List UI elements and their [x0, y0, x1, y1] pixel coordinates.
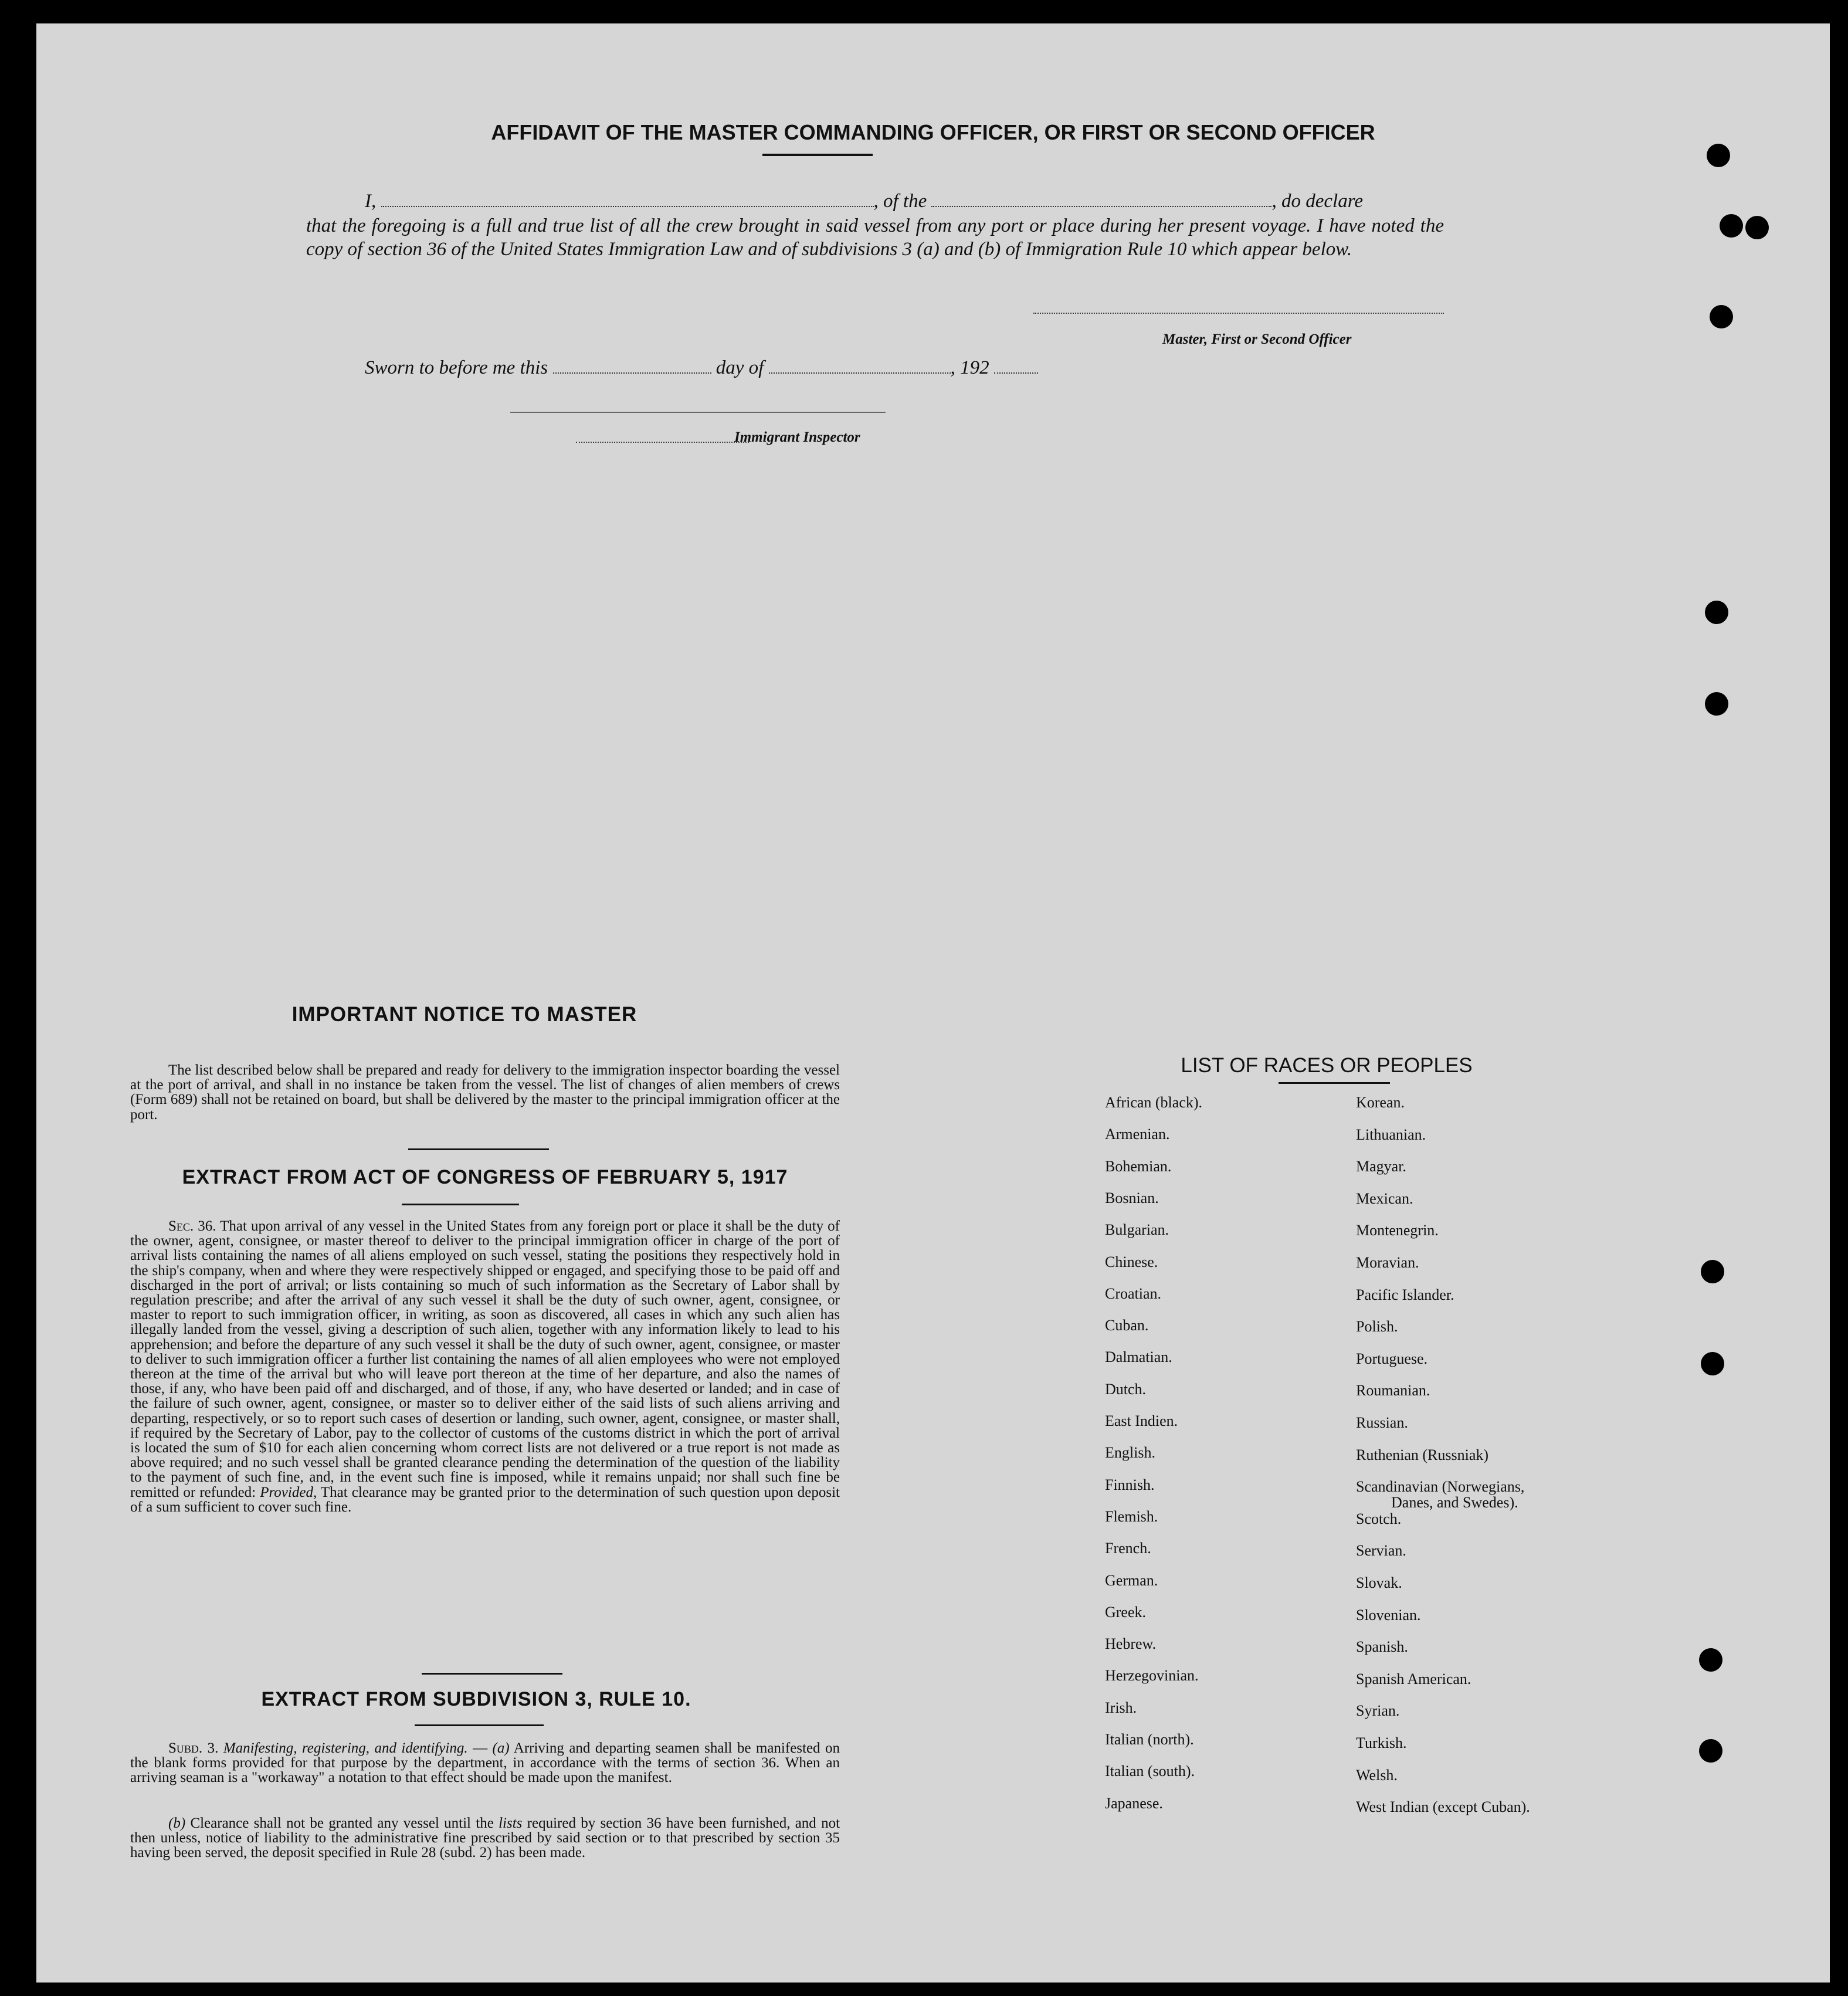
race-item: Magyar. [1356, 1158, 1406, 1175]
race-item: Lithuanian. [1356, 1126, 1426, 1143]
declaration-line [365, 187, 1363, 212]
race-item: Bulgarian. [1105, 1221, 1169, 1239]
part-a-text: Arriving and departing seamen shall be manifested on the blank forms provided for that purpose by the department, in accordance with the terms of section 36. When an arriving seaman is a "workaway" a notation to that effect should be made upon the manifest. [130, 1740, 840, 1786]
binder-hole [1699, 1648, 1722, 1672]
race-item: Polish. [1356, 1318, 1398, 1336]
race-item: West Indian (except Cuban). [1356, 1798, 1530, 1816]
notice-body: The list described below shall be prepared and ready for delivery to the immigration inspector boarding the vessel at the port of arrival, and shall in no instance be taken from the vessel. The list of changes of alien members of crews (Form 689) shall not be retained on board, but shall be delivered by the master to the principal immigration officer at the port. [130, 1062, 840, 1123]
race-item: Herzegovinian. [1105, 1667, 1199, 1685]
race-item: Welsh. [1356, 1766, 1398, 1784]
act-rule [402, 1204, 519, 1205]
sworn-day-blank [553, 353, 711, 374]
binder-hole [1705, 601, 1728, 624]
act-heading: EXTRACT FROM ACT OF CONGRESS OF FEBRUARY 5, 1917 [182, 1166, 788, 1188]
race-item: Croatian. [1105, 1285, 1162, 1302]
race-item: Dalmatian. [1105, 1348, 1172, 1366]
part-b-text-1: Clearance shall not be granted any vessel until the [190, 1815, 494, 1831]
races-rule [1279, 1082, 1390, 1084]
inspector-dots [576, 442, 749, 443]
sworn-label: Sworn to before me this [365, 357, 548, 378]
race-item: Spanish. [1356, 1638, 1408, 1656]
year-blank [994, 353, 1038, 374]
race-item: Moravian. [1356, 1254, 1419, 1271]
year-label: , 192 [950, 357, 989, 378]
rule-subd-a: Subd. 3. Manifesting, registering, and identifying. — (a) Arriving and departing seamen shall be manifested on the blank forms provided for that purpose by the department, in accordance with the terms of section 36. When an arriving seaman is a "workaway" a notation to that effect should be made upon the manifest. [130, 1740, 840, 1786]
sworn-line [365, 353, 1038, 379]
affidavit-heading: AFFIDAVIT OF THE MASTER COMMANDING OFFICER, OR FIRST OR SECOND OFFICER [491, 120, 1375, 144]
affidavit-body: that the foregoing is a full and true list of all the crew brought in said vessel from any port or place during her present voyage. I have noted the copy of section 36 of the United States Immigration Law and of subdivisions 3 (a) and (b) of Immigration Rule 10 which appear below. [306, 215, 1444, 260]
declaration-declare-label: , do declare [1271, 191, 1363, 212]
race-item: Hebrew. [1105, 1635, 1157, 1653]
race-item: Italian (south). [1105, 1763, 1195, 1780]
race-item: Syrian. [1356, 1702, 1400, 1720]
race-item: Bosnian. [1105, 1189, 1159, 1207]
race-item: Portuguese. [1356, 1350, 1428, 1367]
race-item: Greek. [1105, 1603, 1147, 1621]
race-item: Armenian. [1105, 1126, 1170, 1143]
subd-label: Subd. 3. [168, 1740, 219, 1756]
race-item: Slovak. [1356, 1574, 1402, 1591]
document-sheet [36, 23, 1830, 1983]
race-item: Finnish. [1105, 1476, 1155, 1493]
part-a-label: (a) [492, 1740, 510, 1756]
notice-rule [408, 1148, 549, 1150]
race-item: Pacific Islander. [1356, 1286, 1454, 1303]
day-of-label: day of [716, 357, 764, 378]
race-item: Slovenian. [1356, 1606, 1421, 1624]
part-b-lists: lists [499, 1815, 523, 1831]
races-heading: LIST OF RACES OR PEOPLES [1181, 1054, 1473, 1077]
race-item: French. [1105, 1540, 1151, 1557]
section-36-label: Sec. 36. [168, 1218, 216, 1234]
notice-heading: IMPORTANT NOTICE TO MASTER [291, 1003, 638, 1026]
rule-heading: EXTRACT FROM SUBDIVISION 3, RULE 10. [261, 1688, 691, 1710]
race-item: Korean. [1356, 1094, 1405, 1111]
race-item: Russian. [1356, 1414, 1408, 1431]
inspector-label: Immigrant Inspector [734, 429, 860, 445]
subd-title: Manifesting, registering, and identifying. [223, 1740, 468, 1756]
provided-label: Provided, [260, 1484, 317, 1500]
race-item: Cuban. [1105, 1317, 1149, 1334]
part-b-text-2: required by section 36 have been furnished, and not then unless, notice of liability to the administrative fine prescribed by said section or to that prescribed by section 35 having been served, the deposit specified in Rule 28 (subd. 2) has been made. [130, 1815, 840, 1861]
race-item: Chinese. [1105, 1253, 1158, 1270]
race-item: Montenegrin. [1356, 1222, 1439, 1239]
binder-hole [1720, 214, 1743, 238]
signature-label: Master, First or Second Officer [1162, 331, 1352, 347]
race-item: Irish. [1105, 1699, 1137, 1716]
race-item: Bohemian. [1105, 1157, 1172, 1175]
race-item: Italian (north). [1105, 1731, 1194, 1748]
race-item: Scandinavian (Norwegians, [1356, 1478, 1525, 1496]
act-end-rule [422, 1673, 562, 1675]
binder-hole [1745, 216, 1769, 239]
binder-hole [1699, 1739, 1722, 1763]
binder-hole [1710, 305, 1733, 328]
race-item: Dutch. [1105, 1380, 1147, 1398]
race-item: Servian. [1356, 1542, 1406, 1560]
binder-hole [1701, 1260, 1724, 1283]
race-item: Danes, and Swedes). [1391, 1494, 1518, 1512]
section-36-text-end: That clearance may be granted prior to the determination of such question upon deposit of a sum sufficient to cover such fine. [130, 1484, 840, 1515]
signature-line [1033, 313, 1444, 314]
heading-rule [762, 154, 873, 156]
section-36-text: That upon arrival of any vessel in the United States from any foreign port or place it shall be the duty of the owner, agent, consignee, or master thereof to deliver to the principal immigration officer in charge of the port of arrival lists containing the names of all aliens employed on such vessel, stating the positions they respectively hold in the ship's company, when and where they were respectively shipped or engaged, and specifying those to be paid off and discharged in the port of arrival; or lists containing so much of such information as the Secretary of Labor shall by regulation prescribe; and after the arrival of any such vessel it shall be the duty of such owner, agent, consignee, or master to report to such immigration officer, in writing, as soon as discovered, all cases in which any such alien has illegally landed from the vessel, giving a description of such alien, together with any information likely to lead to his apprehension; and before the departure of any such vessel it shall be the duty of such owner, agent, consignee, or master to deliver to such immigration officer a further list containing the names of all alien employees who were not employed thereon at the time of the arrival but who will leave port thereon at the time of her departure, and also the names of those, if any, who have been paid off and discharged, and of those, if any, who have deserted or landed; and in case of the failure of such owner, agent, consignee, or master so to deliver either of the said lists of such aliens arriving and departing, respectively, or so to report such cases of desertion or landing, such owner, agent, consignee, or master shall, if required by the Secretary of Labor, pay to the collector of customs of the customs district in which the port of arrival is located the sum of $10 for each alien concerning whom correct lists are not delivered or a true report is not made as above required; and no such vessel shall be granted clearance pending the determination of the question of the liability to the payment of such fine, and, in the event such fine is imposed, while it remains unpaid; nor shall such fine be remitted or refunded: [130, 1218, 840, 1500]
sworn-month-blank [769, 353, 951, 374]
declaration-i-label: I, [365, 191, 377, 212]
race-item: East Indien. [1105, 1412, 1178, 1429]
race-item: Japanese. [1105, 1794, 1163, 1812]
rule-heading-rule [415, 1724, 544, 1726]
binder-hole [1705, 692, 1728, 716]
race-item: English. [1105, 1444, 1155, 1462]
race-item: African (black). [1105, 1094, 1203, 1111]
race-item: Roumanian. [1356, 1382, 1430, 1399]
name-blank [381, 187, 874, 207]
part-b-label: (b) [168, 1815, 186, 1831]
binder-hole [1707, 144, 1730, 167]
race-item: Turkish. [1356, 1734, 1407, 1751]
race-item: Mexican. [1356, 1190, 1413, 1207]
vessel-blank [931, 187, 1271, 207]
rule-subd-b [130, 1816, 840, 1861]
race-item: Scotch. [1356, 1510, 1402, 1527]
act-body [130, 1219, 840, 1514]
race-item: Spanish American. [1356, 1670, 1471, 1687]
binder-hole [1701, 1352, 1724, 1375]
inspector-line [510, 412, 886, 413]
race-item: Flemish. [1105, 1507, 1158, 1525]
declaration-of-label: , of the [873, 191, 927, 212]
race-item: Ruthenian (Russniak) [1356, 1446, 1489, 1463]
race-item: German. [1105, 1571, 1158, 1589]
